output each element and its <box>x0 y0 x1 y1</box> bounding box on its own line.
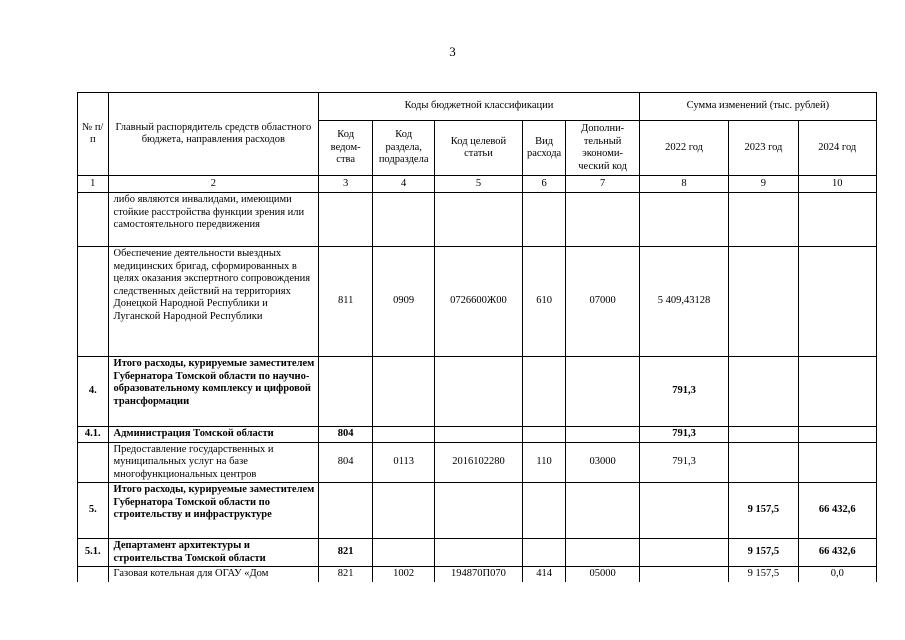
row-exptype <box>522 427 566 443</box>
row-name: Газовая котельная для ОГАУ «Дом <box>108 567 319 582</box>
column-number: 1 <box>78 176 109 193</box>
row-econ: 07000 <box>566 247 639 357</box>
column-number: 8 <box>639 176 729 193</box>
row-dept <box>319 193 373 247</box>
row-dept: 821 <box>319 567 373 582</box>
column-number: 5 <box>435 176 523 193</box>
column-number: 3 <box>319 176 373 193</box>
row-target <box>435 483 523 539</box>
page-number: 3 <box>449 44 456 59</box>
budget-table <box>77 92 877 582</box>
row-section <box>373 539 435 567</box>
header-group-codes: Коды бюджетной классификации <box>319 93 640 121</box>
row-num: 5. <box>78 483 109 539</box>
column-number: 7 <box>566 176 639 193</box>
row-dept: 804 <box>319 427 373 443</box>
row-target <box>435 357 523 427</box>
row-dept: 804 <box>319 442 373 483</box>
row-2024 <box>798 427 876 443</box>
row-2024: 66 432,6 <box>798 483 876 539</box>
row-2022: 5 409,43128 <box>639 247 729 357</box>
column-number-row <box>78 176 877 193</box>
row-dept <box>319 357 373 427</box>
table-row <box>78 483 877 539</box>
row-num <box>78 193 109 247</box>
row-exptype: 610 <box>522 247 566 357</box>
column-number: 2 <box>108 176 319 193</box>
row-econ <box>566 357 639 427</box>
row-econ: 05000 <box>566 567 639 582</box>
row-section: 0909 <box>373 247 435 357</box>
header-col-target: Код целевой статьи <box>435 121 523 176</box>
header-col-2024: 2024 год <box>798 121 876 176</box>
row-exptype <box>522 539 566 567</box>
row-2022 <box>639 567 729 582</box>
row-dept: 811 <box>319 247 373 357</box>
row-exptype <box>522 483 566 539</box>
row-name: Предоставление государственных и муниципальных услуг на базе многофункциональных центров <box>108 442 319 483</box>
row-exptype: 414 <box>522 567 566 582</box>
header-col-exptype: Вид расхода <box>522 121 566 176</box>
row-2023 <box>729 442 798 483</box>
column-number: 6 <box>522 176 566 193</box>
row-2022: 791,3 <box>639 357 729 427</box>
row-2024 <box>798 442 876 483</box>
table-row <box>78 567 877 582</box>
row-section <box>373 483 435 539</box>
row-exptype <box>522 193 566 247</box>
row-2022: 791,3 <box>639 427 729 443</box>
column-number: 10 <box>798 176 876 193</box>
header-col-section: Код раздела, подраздела <box>373 121 435 176</box>
row-2023 <box>729 427 798 443</box>
row-exptype <box>522 357 566 427</box>
row-section <box>373 357 435 427</box>
row-econ <box>566 483 639 539</box>
row-target <box>435 539 523 567</box>
column-number: 9 <box>729 176 798 193</box>
row-econ: 03000 <box>566 442 639 483</box>
row-2022: 791,3 <box>639 442 729 483</box>
row-name: Итого расходы, курируемые заместителем Губернатора Томской области по строительству и инфраструктуре <box>108 483 319 539</box>
row-target <box>435 427 523 443</box>
row-target: 0726600Ж00 <box>435 247 523 357</box>
table-row <box>78 539 877 567</box>
row-name: либо являются инвалидами, имеющими стойкие расстройства функции зрения или самостоятельного передвижения <box>108 193 319 247</box>
row-name: Обеспечение деятельности выездных медицинских бригад, сформированных в целях оказания экспертного сопровождения следственных действий на территориях Донецкой Народной Республики и Луганской Народной Республики <box>108 247 319 357</box>
row-name: Департамент архитектуры и строительства Томской области <box>108 539 319 567</box>
header-col-2023: 2023 год <box>729 121 798 176</box>
row-econ <box>566 539 639 567</box>
table-row <box>78 193 877 247</box>
row-2023 <box>729 247 798 357</box>
row-econ <box>566 193 639 247</box>
table-row <box>78 442 877 483</box>
row-name: Администрация Томской области <box>108 427 319 443</box>
row-section: 0113 <box>373 442 435 483</box>
row-exptype: 110 <box>522 442 566 483</box>
header-col-dept: Код ведом-ства <box>319 121 373 176</box>
row-2024: 66 432,6 <box>798 539 876 567</box>
row-target <box>435 193 523 247</box>
row-2023: 9 157,5 <box>729 483 798 539</box>
row-target: 2016102280 <box>435 442 523 483</box>
header-col-name: Главный распорядитель средств областного бюджета, направления расходов <box>108 93 319 176</box>
header-col-2022: 2022 год <box>639 121 729 176</box>
column-number: 4 <box>373 176 435 193</box>
row-econ <box>566 427 639 443</box>
row-2022 <box>639 539 729 567</box>
table-row <box>78 357 877 427</box>
table-row <box>78 427 877 443</box>
row-target: 194870П070 <box>435 567 523 582</box>
row-2024 <box>798 357 876 427</box>
row-section <box>373 427 435 443</box>
row-num: 4. <box>78 357 109 427</box>
row-num: 5.1. <box>78 539 109 567</box>
row-num: 4.1. <box>78 427 109 443</box>
row-2022 <box>639 483 729 539</box>
row-2023 <box>729 193 798 247</box>
row-2024: 0,0 <box>798 567 876 582</box>
row-num <box>78 567 109 582</box>
table-row <box>78 247 877 357</box>
row-2023: 9 157,5 <box>729 539 798 567</box>
row-2024 <box>798 247 876 357</box>
row-dept: 821 <box>319 539 373 567</box>
header-group-sum: Сумма изменений (тыс. рублей) <box>639 93 876 121</box>
row-2023: 9 157,5 <box>729 567 798 582</box>
row-dept <box>319 483 373 539</box>
header-col-num: № п/п <box>78 93 109 176</box>
row-name: Итого расходы, курируемые заместителем Губернатора Томской области по научно-образовательному комплексу и цифровой трансформации <box>108 357 319 427</box>
row-2023 <box>729 357 798 427</box>
row-num <box>78 247 109 357</box>
row-2024 <box>798 193 876 247</box>
row-section <box>373 193 435 247</box>
row-num <box>78 442 109 483</box>
row-section: 1002 <box>373 567 435 582</box>
header-col-econ: Дополни-тельный экономи-ческий код <box>566 121 639 176</box>
row-2022 <box>639 193 729 247</box>
